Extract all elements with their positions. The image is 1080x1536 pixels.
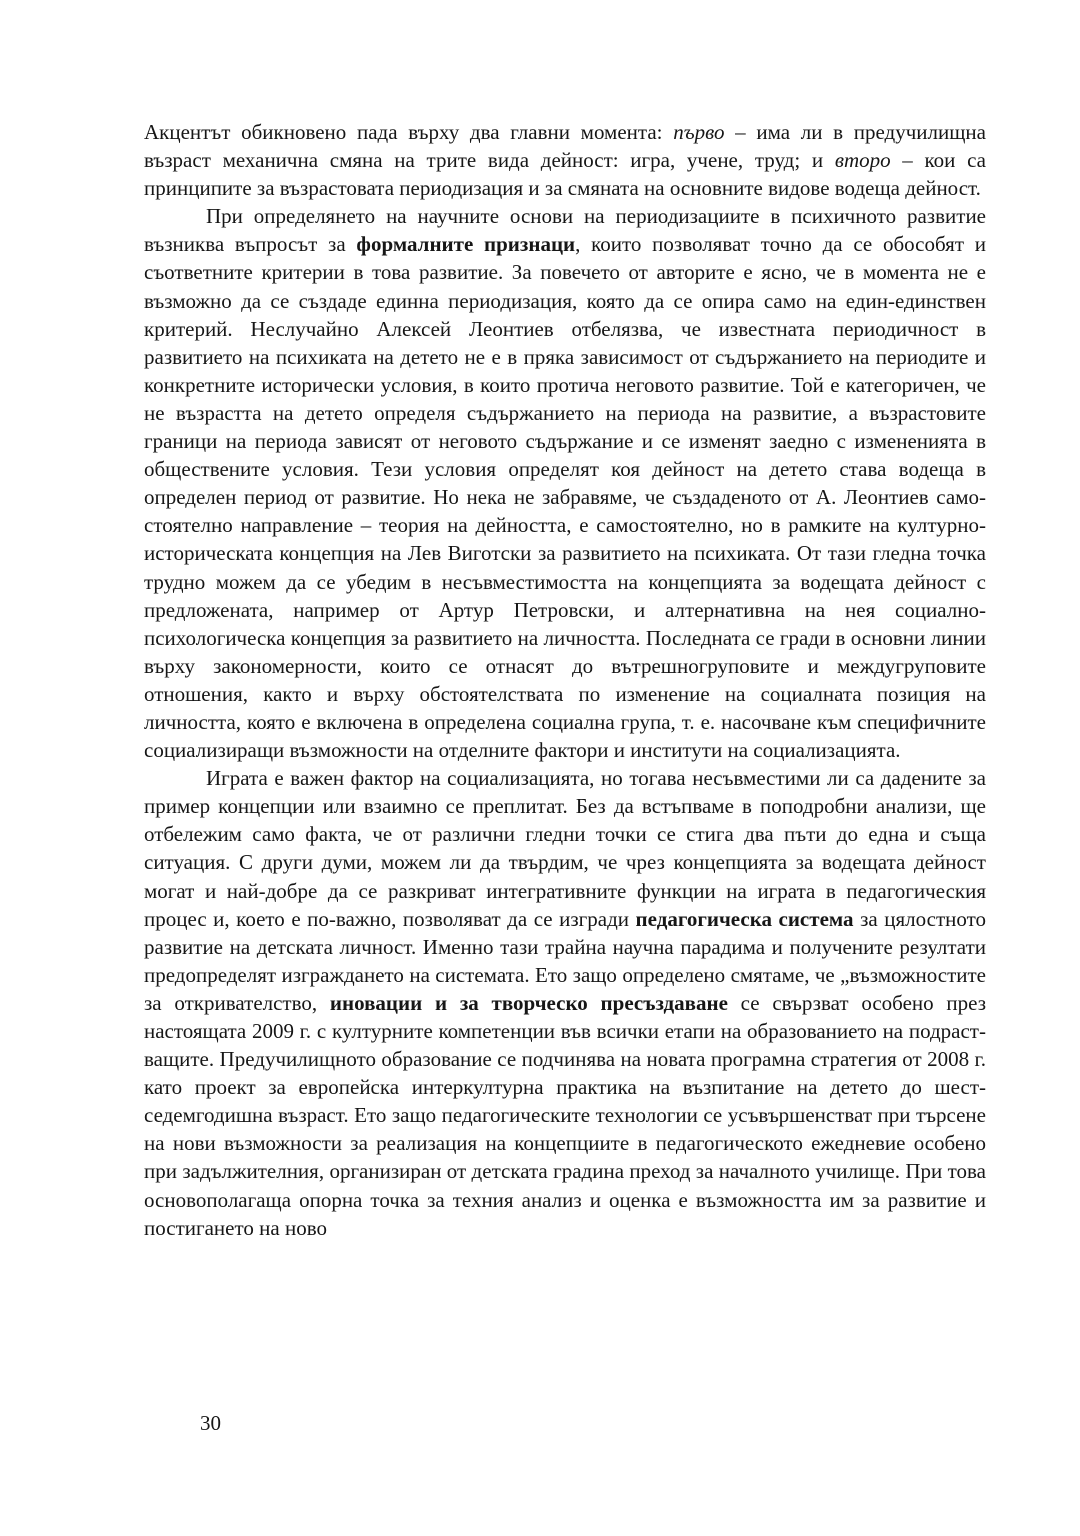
p3-text-3: се свързват особено през настоящата 2009 г. с културните компетенции във всички етапи на образованието на подрастващите. Предучилищното образование се подчинява на новата програмна стратегия от 2008 г. като проект за европейска интеркултурна практика на възпитание на детето до шест-седемгодишна възраст. Ето защо педагогическите технологии се усъвършенстват при търсене на нови възможности за реализация на концепциите в педагогическото ежедневие особено при задължителния, организиран от детската градина преход за началното училище. При това основополагаща опорна точка за техния анализ и оценка е възможността им за развитие и постигането на ново — [144, 990, 987, 1240]
p1-text-3: – кои са принципите за възрастовата периодизация и за смяната на основните видове водеща дейност. — [144, 148, 986, 201]
paragraph-2 — [144, 202, 986, 764]
p3-text-2: за цялостното развитие на детската личност. Именно тази трайна научна парадима и получените резултати предопределят изграждането на системата. Ето защо определено смятаме, че „възможностите за откривателство, — [144, 906, 986, 1015]
paragraph-1 — [144, 118, 986, 202]
p1-text-2: – има ли в предучилищна възраст механична смяна на трите вида дейност: игра, учене, труд; и — [144, 120, 986, 173]
p1-text-1: Акцентът обикновено пада върху два главни момента: — [144, 120, 674, 144]
p3-bold-innovations: иновации и за творческо пресъздаване — [329, 990, 728, 1015]
paragraph-3 — [144, 764, 986, 1242]
p3-bold-pedagogical-system: педагогическа система — [635, 906, 854, 931]
p1-italic-first: първо — [673, 120, 725, 144]
page-number: 30 — [200, 1411, 221, 1435]
page-body — [144, 118, 986, 1242]
p3-text-1: Играта е важен фактор на социализацията, но тогава несъвместими ли са дадените за пример концепции или взаимно се преплитат. Без да встъпваме в поподробни анализи, ще отбележим само факта, че от различни гледни точки се стига два пъти до една и съща ситуация. С други думи, можем ли да твърдим, че чрез концепцията за водещата дейност могат и най-добре да се разкриват интегративните функции на играта в педагогическия процес и, което е по-важно, позволяват да се изгради — [144, 766, 986, 931]
p2-bold-formal-signs: формалните признаци — [356, 232, 576, 257]
p2-text-2: , които позволяват точно да се обособят и съответните критерии в това развитие. За повечето от авторите е ясно, че в момента не е възможно да се създаде единна периодизация, която да се опира само на един-единствен критерий. Неслучайно Алексей Леонтиев отбелязва, че известната периодичност в развитието на психиката на детето не е в пряка зависимост от съдържанието на периодите и конкретните исторически условия, в които протича неговото развитие. Той е категоричен, че не възрастта на детето определя съдържанието на периода на развитие, а възрастовите граници на периода зависят от неговото съдържание и се изменят заедно с измененията в обществените условия. Тези условия определят коя дейност на детето става водеща в определен период от развитие. Но нека не забравяме, че създаденото от А. Леонтиев самостоятелно направление – теория на дейността, е самостоятелно, но в рамките на културно-историческата концепция на Лев Виготски за развитието на психиката. От тази гледна точка трудно можем да се убедим в несъвместимостта на концепцията за водещата дейност с предложената, например от Артур Петровски, и алтернативна на нея социално-психологическа концепция за развитието на личността. Последната се гради в основни линии върху закономерности, които се отнасят до вътрешногруповите и междугруповите отношения, както и върху обстоятелствата по изменение на социалната позиция на личността, която е включена в определена социална група, т. е. насочване към специфичните социализиращи възможности на отделните фактори и институти на социализацията. — [144, 232, 986, 763]
p2-text-1: При определянето на научните основи на периодизациите в психичното развитие възниква въпросът за — [144, 204, 986, 257]
p1-italic-second: второ — [834, 148, 891, 173]
